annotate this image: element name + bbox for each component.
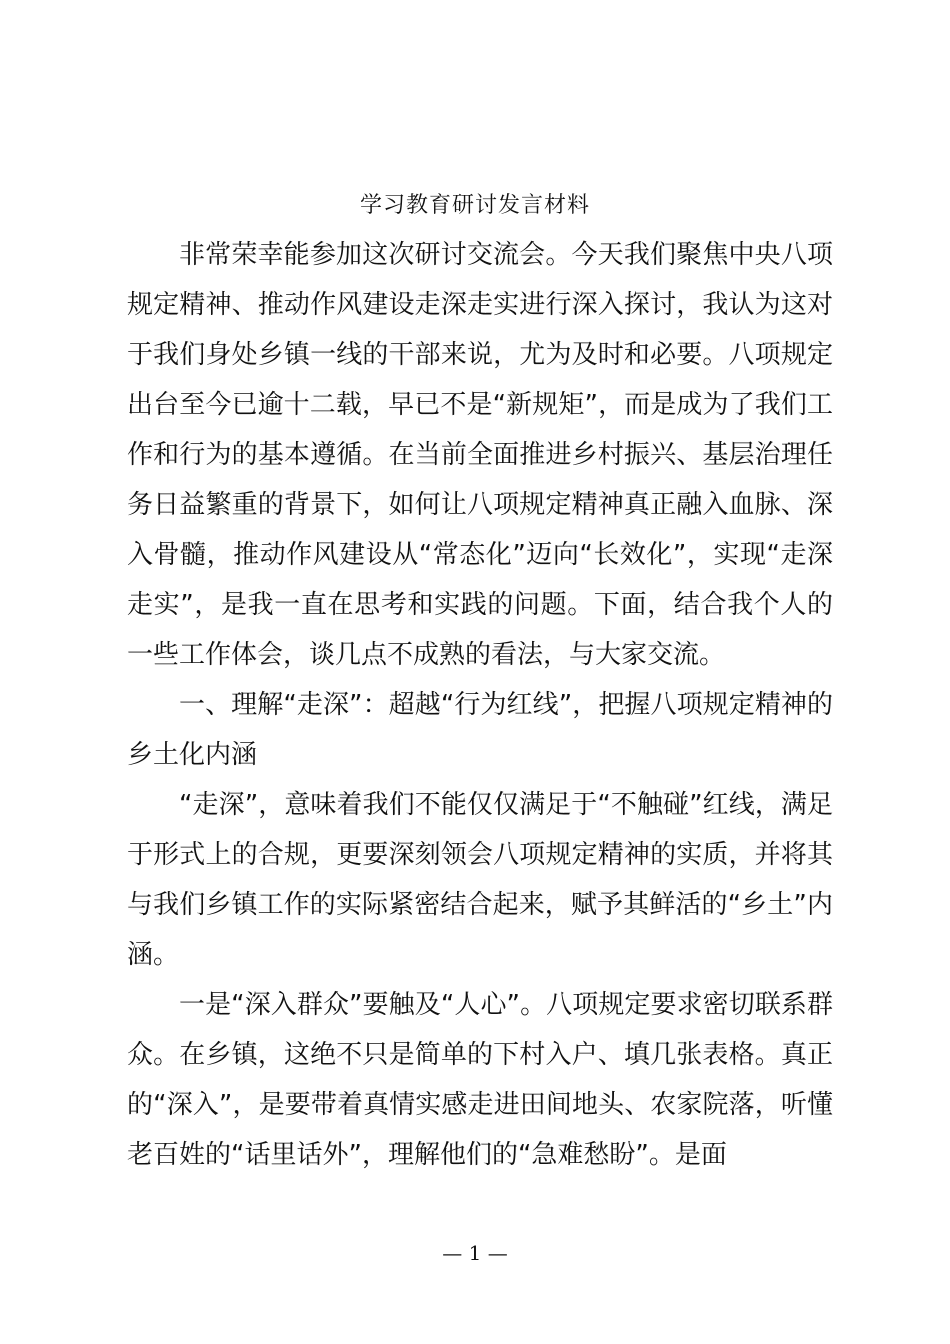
section-heading-1: 一、理解“走深”：超越“行为红线”，把握八项规定精神的乡土化内涵 xyxy=(127,690,833,770)
paragraph-point-one: 一是“深入群众”要触及“人心”。八项规定要求密切联系群众。在乡镇，这绝不只是简单的下村入户、填几张表格。真正的“深入”，是要带着真情实感走进田间地头、农家院落，听懂老百姓的“话里话外”，理解他们的“急难愁盼”。是面 xyxy=(127,990,833,1170)
page-number: — 1 — xyxy=(442,1241,508,1265)
paragraph-zoushen: “走深”，意味着我们不能仅仅满足于“不触碰”红线，满足于形式上的合规，更要深刻领会八项规定精神的实质，并将其与我们乡镇工作的实际紧密结合起来，赋予其鲜活的“乡土”内涵。 xyxy=(127,790,833,970)
document-body xyxy=(127,230,833,1180)
paragraph-intro: 非常荣幸能参加这次研讨交流会。今天我们聚焦中央八项规定精神、推动作风建设走深走实进行深入探讨，我认为这对于我们身处乡镇一线的干部来说，尤为及时和必要。八项规定出台至今已逾十二载，早已不是“新规矩”，而是成为了我们工作和行为的基本遵循。在当前全面推进乡村振兴、基层治理任务日益繁重的背景下，如何让八项规定精神真正融入血脉、深入骨髓，推动作风建设从“常态化”迈向“长效化”，实现“走深走实”，是我一直在思考和实践的问题。下面，结合我个人的一些工作体会，谈几点不成熟的看法，与大家交流。 xyxy=(127,240,833,670)
document-title: 学习教育研讨发言材料 xyxy=(359,193,590,218)
